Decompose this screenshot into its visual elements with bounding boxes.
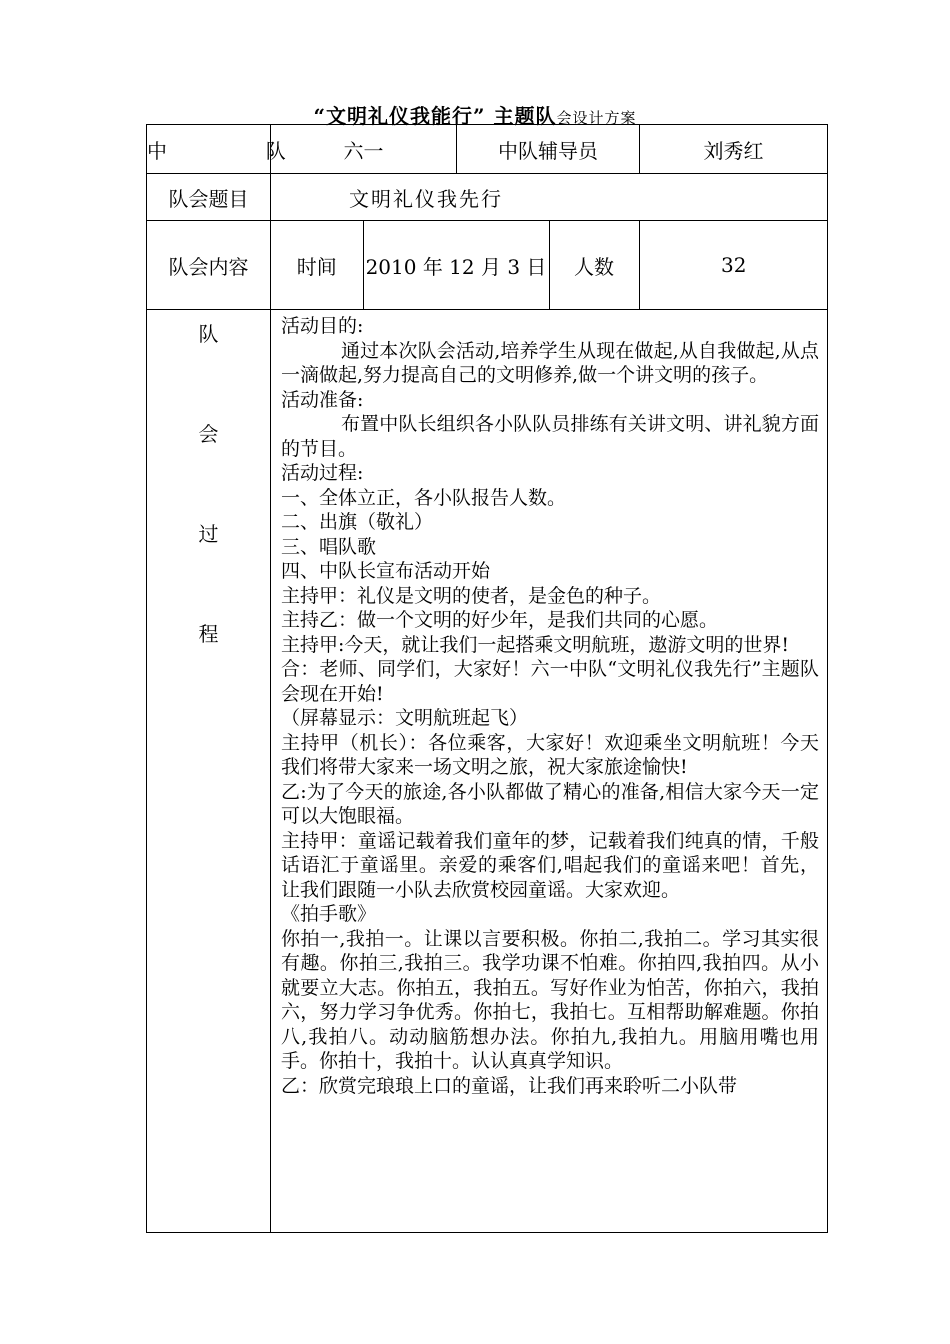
title-main: “文明礼仪我能行” 主题队 (313, 104, 557, 128)
process-label-char: 程 (198, 622, 219, 646)
host-a-line-2: 主持甲:今天，就让我们一起搭乘文明航班，遨游文明的世界! (281, 633, 790, 656)
content-details (271, 221, 828, 310)
squad-label: 中 队 (147, 125, 271, 174)
host-a-line-3: 主持甲：童谣记载着我们童年的梦，记载着我们纯真的情，千般话语汇于童谣里。亲爱的乘客们,唱起我们的童谣来吧！首先，让我们跟随一小队去欣赏校园童谣。大家欢迎。 (281, 829, 819, 901)
song-lyrics: 你拍一,我拍一。让课以言要积极。你拍二,我拍二。学习其实很有趣。你拍三,我拍三。我学功课不怕难。你拍四,我拍四。从小就要立大志。你拍五，我拍五。写好作业为怕苦，你拍六，我拍六，努力学习争优秀。你拍七，我拍七。互相帮助解难题。你拍八,我拍八。动动脑筋想办法。你拍九,我拍九。用脑用嘴也用手。你拍十，我拍十。认认真真学知识。 (281, 927, 819, 1072)
date-value: 2010 年 12 月 3 日 (363, 221, 549, 309)
together-line: 合：老师、同学们，大家好！六一中队“文明礼仪我先行”主题队会现在开始! (281, 658, 819, 705)
process-label (147, 310, 271, 1233)
row-process (147, 310, 828, 1233)
process-label-char: 过 (198, 522, 219, 546)
step-4: 四、中队长宣布活动开始 (281, 560, 491, 582)
prep-text: 布置中队长组织各小队队员排练有关讲文明、讲礼貌方面的节目。 (281, 413, 819, 460)
row-squad (147, 125, 828, 174)
counselor-label: 中队辅导员 (457, 125, 640, 174)
host-b-line-3: 乙：欣赏完琅琅上口的童谣，让我们再来聆听二小队带 (281, 1074, 738, 1097)
screen-note: （屏幕显示：文明航班起飞） (281, 707, 529, 729)
time-label: 时间 (271, 221, 363, 309)
row-content (147, 221, 828, 310)
count-value: 32 (721, 253, 747, 277)
count-label: 人数 (549, 221, 639, 309)
content-label: 队会内容 (147, 221, 271, 310)
counselor-value: 刘秀红 (640, 125, 828, 174)
step-2: 二、出旗（敬礼） (281, 511, 434, 533)
squad-value: 六一 (271, 125, 457, 174)
prep-heading: 活动准备: (281, 388, 364, 411)
process-label-char: 会 (198, 422, 219, 446)
host-a-line-1: 主持甲：礼仪是文明的使者，是金色的种子。 (281, 584, 662, 607)
purpose-heading: 活动目的: (281, 315, 364, 337)
host-b-line-2: 乙:为了今天的旅途,各小队都做了精心的准备,相信大家今天一定可以大饱眼福。 (281, 780, 819, 827)
row-topic (147, 174, 828, 221)
captain-line: 主持甲（机长）：各位乘客，大家好！欢迎乘坐文明航班！今天我们将带大家来一场文明之旅，祝大家旅途愉快! (281, 731, 819, 778)
purpose-text: 通过本次队会活动,培养学生从现在做起,从自我做起,从点一滴做起,努力提高自己的文明修养,做一个讲文明的孩子。 (281, 339, 819, 386)
content-inner-table (271, 221, 828, 309)
topic-value: 文明礼仪我先行 (271, 174, 828, 221)
process-body (271, 310, 828, 1233)
step-3: 三、唱队歌 (281, 535, 377, 558)
title-suffix: 会设计方案 (556, 109, 637, 127)
host-b-line-1: 主持乙：做一个文明的好少年，是我们共同的心愿。 (281, 609, 719, 631)
topic-label: 队会题目 (147, 174, 271, 221)
steps-heading: 活动过程: (281, 462, 364, 484)
process-label-char: 队 (198, 322, 219, 346)
song-title: 《拍手歌》 (281, 903, 377, 925)
step-1: 一、全体立正，各小队报告人数。 (281, 486, 567, 509)
plan-form-table (146, 124, 828, 1233)
